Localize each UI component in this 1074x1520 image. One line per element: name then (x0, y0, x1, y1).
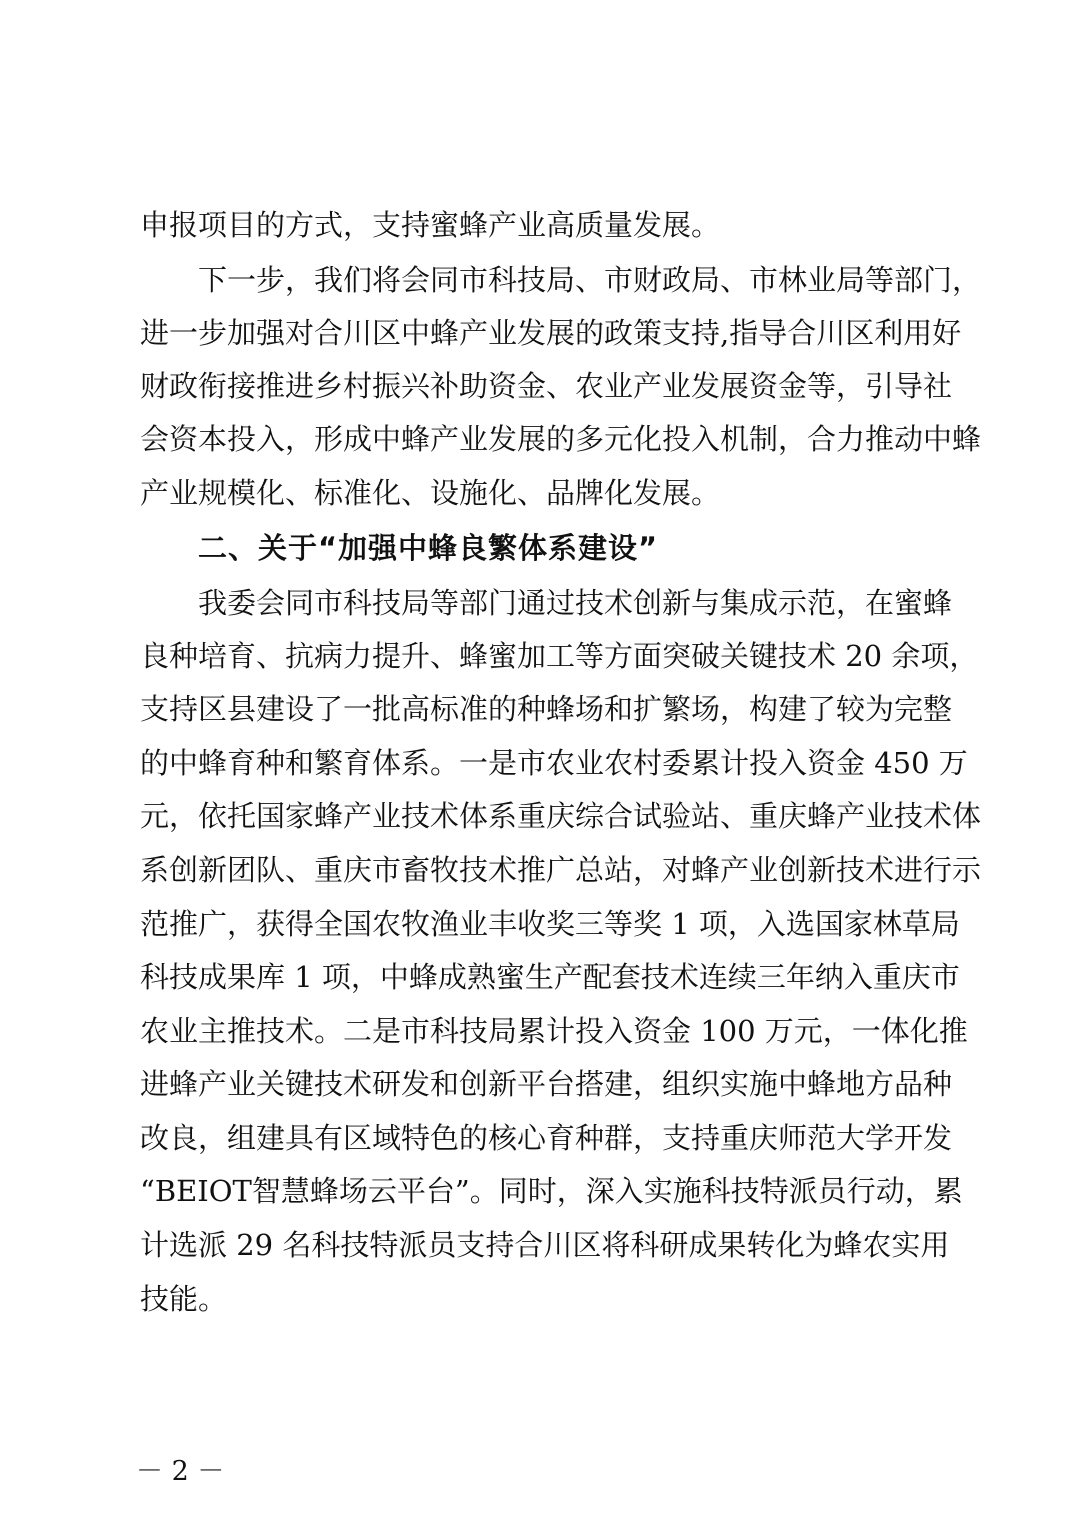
paragraph-line-1: 申报项目的方式，支持蜜蜂产业高质量发展。 (140, 208, 721, 242)
paragraph-line-15: 科技成果库 1 项，中蜂成熟蜜生产配套技术连续三年纳入重庆市 (140, 960, 960, 994)
paragraph-line-21: 技能。 (140, 1282, 228, 1316)
paragraph-line-19: “BEIOT智慧蜂场云平台”。同时，深入实施科技特派员行动，累 (140, 1174, 963, 1208)
paragraph-line-2: 下一步，我们将会同市科技局、市财政局、市林业局等部门， (198, 263, 982, 297)
paragraph-line-11: 的中蜂育种和繁育体系。一是市农业农村委累计投入资金 450 万 (140, 746, 968, 780)
paragraph-line-18: 改良，组建具有区域特色的核心育种群，支持重庆师范大学开发 (140, 1121, 953, 1155)
paragraph-line-8: 我委会同市科技局等部门通过技术创新与集成示范，在蜜蜂 (198, 586, 953, 620)
section-heading: 二、关于“加强中蜂良繁体系建设” (198, 531, 659, 565)
paragraph-line-6: 产业规模化、标准化、设施化、品牌化发展。 (140, 476, 721, 510)
page-number: － 2 － (136, 1456, 225, 1487)
paragraph-line-3: 进一步加强对合川区中蜂产业发展的政策支持,指导合川区利用好 (140, 316, 962, 350)
paragraph-line-9: 良种培育、抗病力提升、蜂蜜加工等方面突破关键技术 20 余项， (140, 639, 979, 673)
paragraph-line-14: 范推广，获得全国农牧渔业丰收奖三等奖 1 项，入选国家林草局 (140, 907, 960, 941)
paragraph-line-10: 支持区县建设了一批高标准的种蜂场和扩繁场，构建了较为完整 (140, 692, 953, 726)
paragraph-line-12: 元，依托国家蜂产业技术体系重庆综合试验站、重庆蜂产业技术体 (140, 799, 982, 833)
paragraph-line-17: 进蜂产业关键技术研发和创新平台搭建，组织实施中蜂地方品种 (140, 1067, 953, 1101)
paragraph-line-20: 计选派 29 名科技特派员支持合川区将科研成果转化为蜂农实用 (140, 1228, 950, 1262)
paragraph-line-16: 农业主推技术。二是市科技局累计投入资金 100 万元，一体化推 (140, 1014, 968, 1048)
paragraph-line-5: 会资本投入，形成中蜂产业发展的多元化投入机制，合力推动中蜂 (140, 422, 982, 456)
paragraph-line-4: 财政衔接推进乡村振兴补助资金、农业产业发展资金等，引导社 (140, 369, 953, 403)
paragraph-line-13: 系创新团队、重庆市畜牧技术推广总站，对蜂产业创新技术进行示 (140, 853, 982, 887)
